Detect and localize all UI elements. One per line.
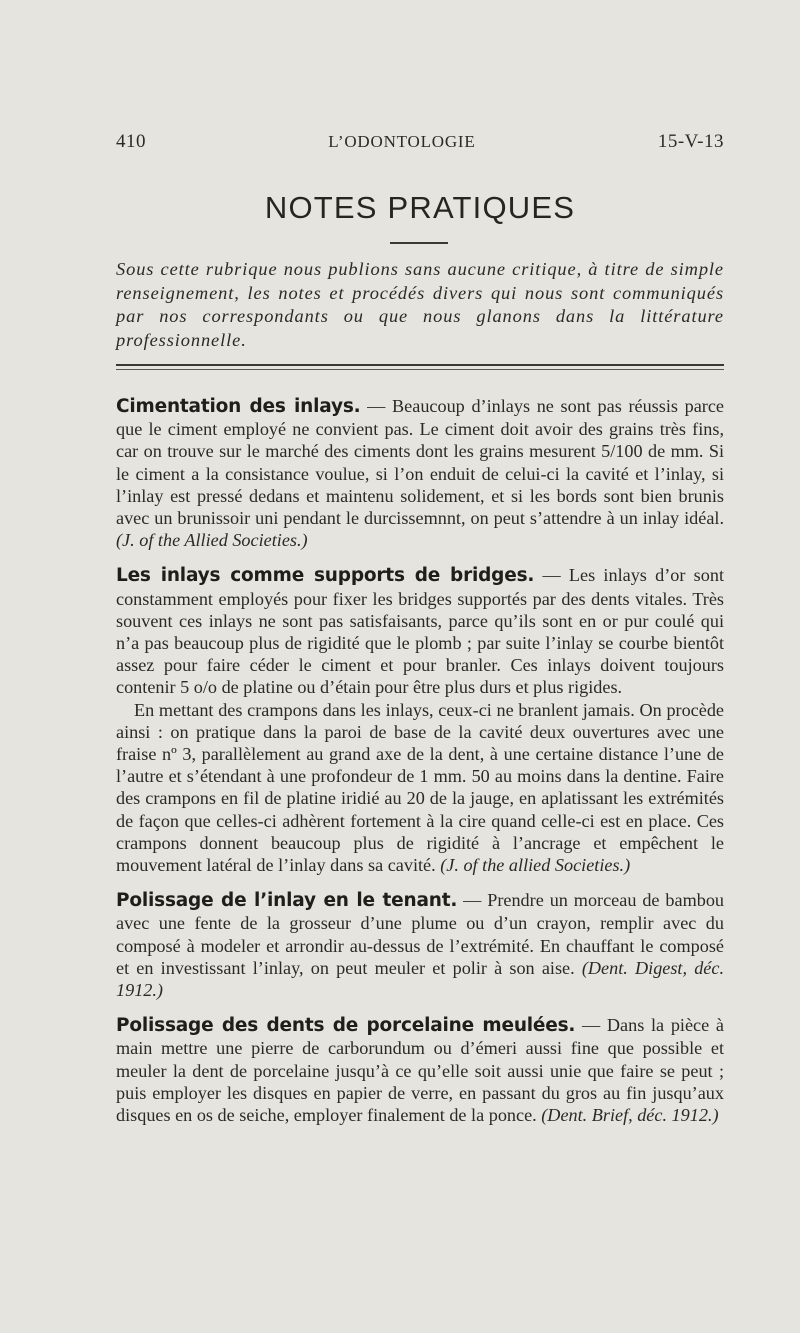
note-source: (Dent. Brief, déc. 1912.) xyxy=(541,1105,719,1126)
note-dash: — xyxy=(360,396,393,416)
note-source: (J. of the Allied Societies.) xyxy=(116,530,308,551)
note-polissage-porcelaine xyxy=(116,1014,724,1126)
intro-paragraph: Sous cette rubrique nous publions sans aucune critique, à titre de simple renseignement, les notes et procédés divers qui nous sont communiqués par nos correspondants ou que nous glanons dans la littérature professionnelle. xyxy=(116,259,724,350)
note-source: (Dent. Digest, déc. 1912.) xyxy=(116,957,725,1001)
note-heading: Polissage de l’inlay en le tenant. xyxy=(116,890,458,912)
title-rule xyxy=(390,242,448,244)
note-heading: Les inlays comme supports de bridges. xyxy=(116,565,535,587)
note-dash: — xyxy=(457,890,488,911)
note-cimentation xyxy=(116,395,724,551)
note-text: Beaucoup d’inlays ne sont pas réussis parce que le ciment employé ne convient pas. Le ciment doit avoir des grains très fins, car on trouve sur le marché des ciments dont les grains mesurent 5/100 de mm. Si le ciment a la consistance voulue, si l’on enduit de celui-ci la cavité et l’inlay, si l’inlay est pressé dedans et maintenu solidement, et si les bords sont bien brunis avec un brunissoir uni pendant le durcissemnnt, on peut s’attendre à un inlay idéal. xyxy=(116,396,724,529)
note-text: Dans la pièce à main mettre une pierre de carborundum ou d’émeri aussi fine que possible et meuler la dent de porcelaine jusqu’à ce qu’elle soit aussi unie que faire se peut ; puis employer les disques en papier de verre, en passant du gros au fin jusqu’aux disques en os de seiche, employer finalement de la ponce. xyxy=(116,1015,724,1126)
running-head xyxy=(116,131,724,153)
note-bridges xyxy=(116,564,724,698)
note-heading: Cimentation des inlays. xyxy=(116,396,361,417)
note-text: Prendre un morceau de bambou avec une fente de la grosseur d’une plume ou d’un crayon, remplir avec du composé à modeler et arrondir au-dessus de l’extrémité. En chauffant le composé et en investissant l’inlay, on peut meuler et polir à son aise. xyxy=(116,890,725,978)
note-text: Les inlays d’or sont constamment employés pour fixer les bridges supportés par des dents vitales. Très souvent ces inlays ne sont pas satisfaisants, parce qu’ils sont en or pur coulé qui n’a pas beaucoup plus de rigidité que le plomb ; par suite l’inlay se courbe bientôt assez pour faire céder le ciment et pour branler. Ces inlays doivent toujours contenir 5 o/o de platine ou d’étain pour être plus durs et plus rigides. xyxy=(116,565,724,698)
notes-body xyxy=(116,395,724,1139)
page-number: 410 xyxy=(116,131,146,152)
section-title: NOTES PRATIQUES xyxy=(264,190,576,225)
note-text: En mettant des crampons dans les inlays, ceux-ci ne branlent jamais. On procède ainsi : on pratique dans la paroi de base de la cavité deux ouvertures avec une fraise nº 3, parallèlement au grand axe de la dent, à une certaine distance l’une de l’autre et s’étendant à une profondeur de 1 mm. 50 au moins dans la dentine. Faire des crampons en fil de platine iridié au 20 de la jauge, en aplatissant les extrémités de façon que celles-ci adhèrent fortement à la cire quand celle-ci est en place. Ces crampons donnent beaucoup plus de rigidité à l’ancrage et empêchent le mouvement latéral de l’inlay dans sa cavité. xyxy=(116,699,724,876)
double-rule-divider xyxy=(116,364,724,370)
note-bridges-continued xyxy=(116,699,724,877)
note-dash: — xyxy=(575,1015,607,1036)
note-polissage-inlay xyxy=(116,889,724,1001)
note-heading: Polissage des dents de porcelaine meulées. xyxy=(116,1015,576,1037)
issue-date: 15-V-13 xyxy=(657,131,724,152)
note-source: (J. of the allied Societies.) xyxy=(440,855,631,876)
journal-title: L’ODONTOLOGIE xyxy=(328,132,476,151)
note-dash: — xyxy=(534,565,569,586)
